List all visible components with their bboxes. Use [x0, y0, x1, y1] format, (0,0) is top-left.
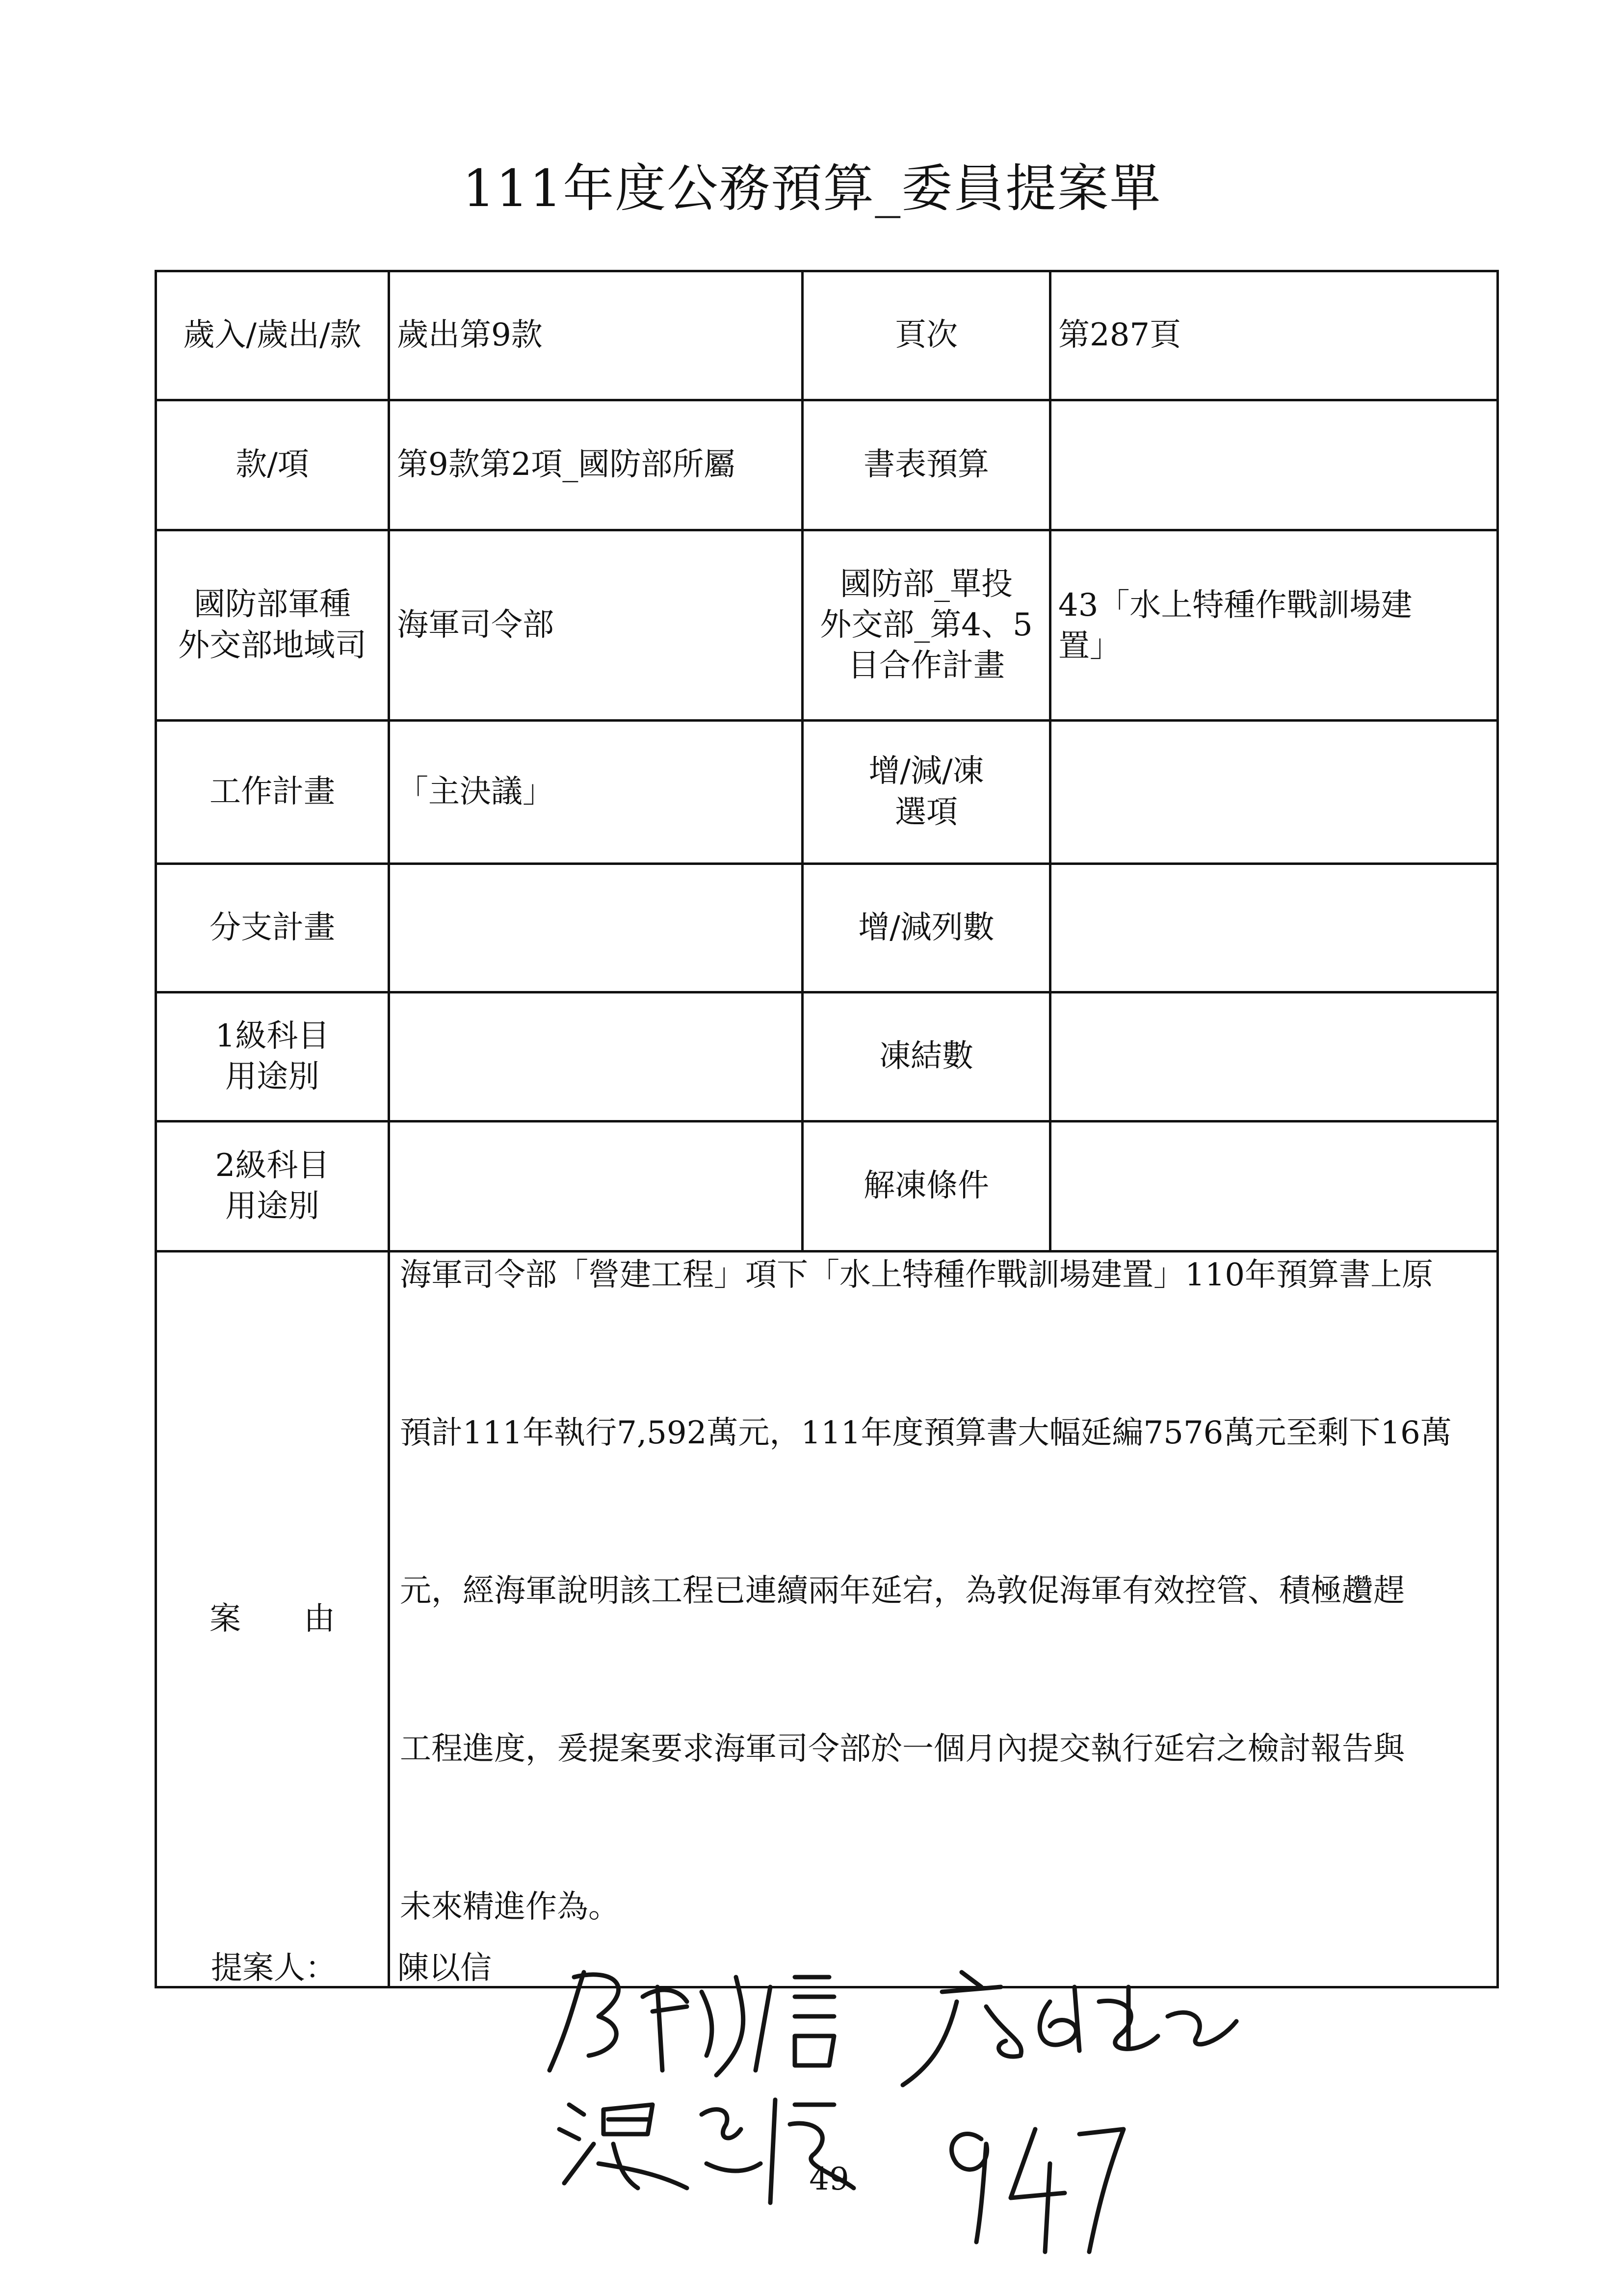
value-unfreeze-condition [1050, 1122, 1498, 1252]
reason-text [397, 1252, 1490, 1986]
reason-line: 預計111年執行7,592萬元，111年度預算書大幅延編7576萬元至剩下16萬 [400, 1415, 1452, 1451]
value-adjust-amount [1050, 864, 1498, 992]
value-branch-plan [389, 864, 803, 992]
signature-liao [903, 1972, 1236, 2085]
reason-line: 未來精進作為。 [400, 1889, 620, 1925]
label-page: 頁次 [803, 271, 1050, 400]
label-budget-category: 歲入/歲出/款 [156, 271, 389, 400]
value-level1-subject [389, 992, 803, 1122]
label-level2-subject: 2級科目 用途別 [156, 1122, 389, 1252]
label-unit-investment: 國防部_單投 外交部_第4、5 目合作計畫 [803, 530, 1050, 721]
label-adjust-amount: 增/減列數 [803, 864, 1050, 992]
reason-line: 工程進度，爰提案要求海軍司令部於一個月內提交執行延宕之檢討報告與 [400, 1731, 1405, 1767]
reason-text-cell [389, 1252, 1498, 1987]
label-section: 款/項 [156, 400, 389, 530]
value-unit-investment: 43「水上特種作戰訓場建 置」 [1050, 530, 1498, 721]
label-reason: 案 由 [156, 1252, 389, 1987]
value-frozen-amount [1050, 992, 1498, 1122]
row-section [156, 400, 1498, 530]
proposer-name: 陳以信 [397, 1950, 492, 1986]
label-branch-plan: 分支計畫 [156, 864, 389, 992]
label-level1-subject: 1級科目 用途別 [156, 992, 389, 1122]
label-unfreeze-condition: 解凍條件 [803, 1122, 1050, 1252]
value-adjust-option [1050, 721, 1498, 864]
row-level1-subject [156, 992, 1498, 1122]
value-budget-category: 歲出第9款 [389, 271, 803, 400]
row-level2-subject [156, 1122, 1498, 1252]
handwritten-signatures [540, 1957, 1374, 2271]
row-work-plan [156, 721, 1498, 864]
value-military-branch: 海軍司令部 [389, 530, 803, 721]
reason-line: 海軍司令部「營建工程」項下「水上特種作戰訓場建置」110年預算書上原 [400, 1257, 1434, 1293]
label-adjust-option: 增/減/凍 選項 [803, 721, 1050, 864]
row-reason [156, 1252, 1498, 1987]
value-section: 第9款第2項_國防部所屬 [389, 400, 803, 530]
label-work-plan: 工作計畫 [156, 721, 389, 864]
reason-line: 元，經海軍說明該工程已連續兩年延宕，為敦促海軍有效控管、積極趲趕 [400, 1573, 1405, 1609]
value-level2-subject [389, 1122, 803, 1252]
value-page: 第287頁 [1050, 271, 1498, 400]
value-work-plan: 「主決議」 [389, 721, 803, 864]
row-branch-plan [156, 864, 1498, 992]
handwritten-number-947 [952, 2129, 1124, 2252]
proposal-form-table [155, 270, 1499, 1988]
signature-chen [550, 1972, 834, 2075]
row-unit [156, 530, 1498, 721]
form-title: 111年度公務預算_委員提案單 [462, 158, 1162, 218]
page-number: 49 [809, 2161, 849, 2197]
value-statement-budget [1050, 400, 1498, 530]
label-statement-budget: 書表預算 [803, 400, 1050, 530]
row-budget-category [156, 271, 1498, 400]
label-frozen-amount: 凍結數 [803, 992, 1050, 1122]
label-military-branch: 國防部軍種 外交部地域司 [156, 530, 389, 721]
proposer-label: 提案人： [211, 1950, 337, 1986]
